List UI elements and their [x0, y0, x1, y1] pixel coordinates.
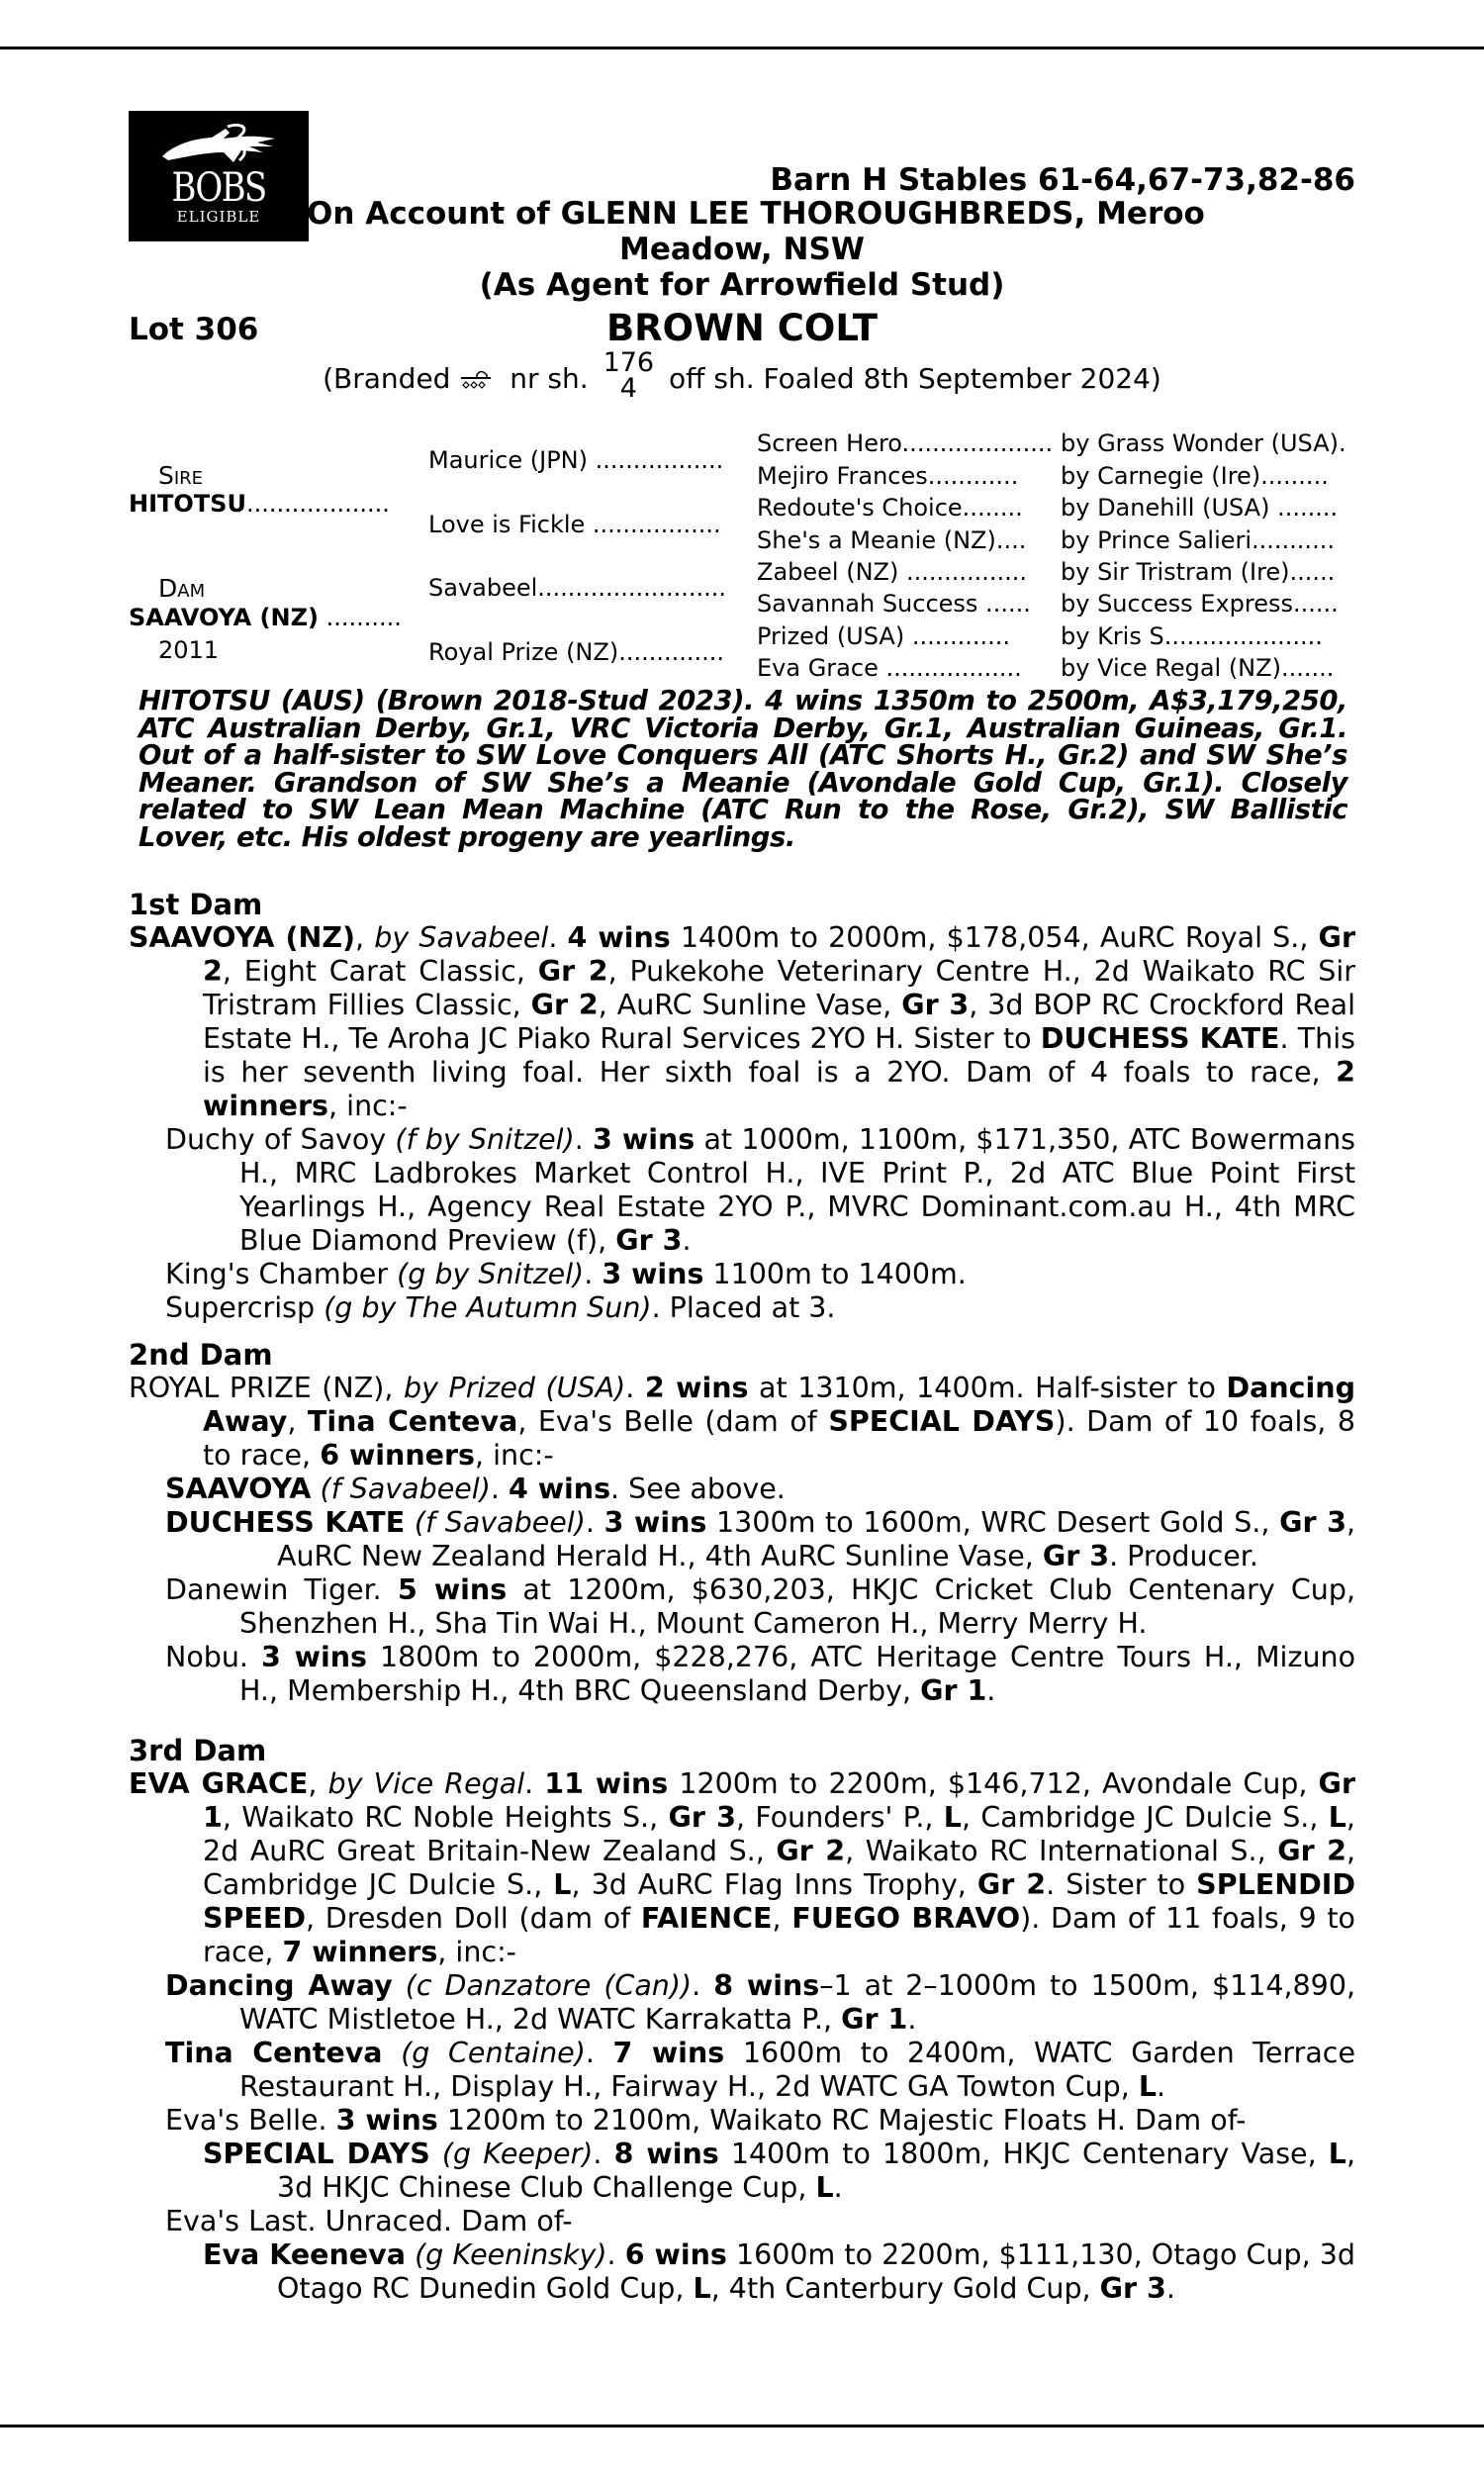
dam-name-row [129, 604, 402, 631]
horse-head-icon [154, 123, 283, 168]
gen3-2: Mejiro Frances............ [757, 462, 1019, 490]
progeny-entry: Danewin Tiger. 5 wins at 1200m, $630,203, HKJC Cricket Club Centenary Cup, Shenzhen H., Sha Tin Wai H., Mount Cameron H., Merry Merry H. [165, 1573, 1356, 1640]
second-dam-heading: 2nd Dam [129, 1338, 273, 1372]
third-dam-section [129, 1734, 1355, 2306]
gen3-sire-2: by Carnegie (Ire)......... [1061, 462, 1329, 490]
progeny-entry: Dancing Away (c Danzatore (Can)). 8 wins–1 at 2–1000m to 1500m, $114,890, WATC Mistletoe H., 2d WATC Karrakatta P., Gr 1. [165, 1969, 1356, 2036]
gen3-1: Screen Hero.................... [757, 429, 1054, 457]
gen3-sire-1: by Grass Wonder (USA). [1061, 429, 1346, 457]
agent-line: (As Agent for Arrowfield Stud) [479, 267, 1005, 303]
brand-mid: nr sh. [510, 362, 589, 395]
logo-eligible-text: ELIGIBLE [176, 208, 261, 226]
gen2-2: Love is Fickle ................. [428, 511, 721, 538]
gen3-5: Zabeel (NZ) ................ [757, 558, 1028, 586]
first-dam-section [129, 888, 1355, 1325]
gen3-3: Redoute's Choice........ [757, 494, 1023, 522]
lot-number: Lot 306 [129, 312, 259, 347]
first-dam-main: SAAVOYA (NZ), by Savabeel. 4 wins 1400m to 2000m, $178,054, AuRC Royal S., Gr 2, Eight Carat Classic, Gr 2, Pukekohe Veterinary Centre H., 2d Waikato RC Sir Tristram Fillies Classic, Gr 2, AuRC Sunline Vase, Gr 3, 3d BOP RC Crockford Real Estate H., Te Aroha JC Piako Rural Services 2YO H. Sister to DUCHESS KATE. This is her seventh living foal. Her sixth foal is a 2YO. Dam of 4 foals to race, 2 winners, inc:- [129, 921, 1356, 1122]
progeny-entry: Nobu. 3 wins 1800m to 2000m, $228,276, ATC Heritage Centre Tours H., Mizuno H., Membership H., 4th BRC Queensland Derby, Gr 1. [165, 1641, 1356, 1707]
third-dam-heading: 3rd Dam [129, 1734, 267, 1767]
gen3-sire-7: by Kris S..................... [1061, 622, 1323, 650]
progeny-entry: Eva's Last. Unraced. Dam of- [165, 2205, 573, 2237]
sire-blurb: HITOTSU (AUS) (Brown 2018-Stud 2023). 4 wins 1350m to 2500m, A$3,179,250, ATC Australian Derby, Gr.1, VRC Victoria Derby, Gr.1, Australian Guineas, Gr.1. Out of a half-sister to SW Love Conquers All (ATC Shorts H., Gr.2) and SW She’s Meaner. Grandson of SW She’s a Meanie (Avondale Gold Cup, Gr.1). Closely related to SW Lean Mean Machine (ATC Run to the Rose, Gr.2), SW Ballistic Lover, etc. His oldest progeny are yearlings. [139, 685, 1347, 853]
gen3-7: Prized (USA) ............. [757, 622, 1011, 650]
dam-dots: .......... [325, 604, 402, 631]
gen3-sire-8: by Vice Regal (NZ)....... [1061, 654, 1335, 682]
second-dam-progeny [129, 1473, 1355, 1708]
bottom-rule [0, 2425, 1484, 2427]
gen3-8: Eva Grace .................. [757, 654, 1022, 682]
gen3-sire-3: by Danehill (USA) ........ [1061, 494, 1339, 522]
gen3-6: Savannah Success ...... [757, 590, 1031, 618]
progeny-entry: Tina Centeva (g Centaine). 7 wins 1600m to 2400m, WATC Garden Terrace Restaurant H., Display H., Fairway H., 2d WATC GA Towton Cup, L. [165, 2037, 1356, 2103]
progeny-entry: King's Chamber (g by Snitzel). 3 wins 1100m to 1400m. [165, 1258, 967, 1290]
vendor-account-line2: Meadow, NSW [619, 232, 865, 267]
dam-year: 2011 [158, 636, 220, 664]
brand-suffix: off sh. Foaled 8th September 2024) [669, 362, 1161, 395]
top-rule [0, 47, 1484, 49]
progeny-entry: Duchy of Savoy (f by Snitzel). 3 wins at 1000m, 1100m, $171,350, ATC Bowermans H., MRC Ladbrokes Market Control H., IVE Print P., 2d ATC Blue Point First Yearlings H., Agency Real Estate 2YO P., MVRC Dominant.com.au H., 4th MRC Blue Diamond Preview (f), Gr 3. [165, 1123, 1356, 1257]
lot-title: BROWN COLT [605, 307, 879, 349]
second-dam-main: ROYAL PRIZE (NZ), by Prized (USA). 2 wins at 1310m, 1400m. Half-sister to Dancing Away, Tina Centeva, Eva's Belle (dam of SPECIAL DAYS). Dam of 10 foals, 8 to race, 6 winners, inc:- [129, 1372, 1356, 1472]
gen3-sire-4: by Prince Salieri........... [1061, 526, 1335, 554]
progeny-entry: SPECIAL DAYS (g Keeper). 8 wins 1400m to 1800m, HKJC Centenary Vase, L, 3d HKJC Chinese Club Challenge Cup, L. [203, 2138, 1355, 2204]
sire-dots: ................... [245, 490, 390, 518]
logo-bobs-text: BOBS [171, 165, 266, 211]
pedigree-table [129, 420, 1355, 682]
first-dam-heading: 1st Dam [129, 888, 263, 921]
brand-fraction [603, 347, 655, 404]
second-dam-section [129, 1338, 1355, 1708]
gen3-4: She's a Meanie (NZ).... [757, 526, 1027, 554]
brand-prefix: (Branded [323, 362, 451, 395]
sire-label: Sire [158, 461, 204, 490]
brand-line [129, 347, 1355, 406]
sire-name-row [129, 490, 390, 518]
third-dam-progeny [129, 1969, 1355, 2306]
sire-name: HITOTSU [129, 490, 246, 518]
progeny-entry: SAAVOYA (f Savabeel). 4 wins. See above. [165, 1473, 786, 1505]
first-dam-progeny [129, 1123, 1355, 1325]
barn-location: Barn H Stables 61-64,67-73,82-86 [770, 162, 1355, 198]
brand-frac-top: 176 [603, 347, 655, 378]
progeny-entry: Eva Keeneva (g Keeninsky). 6 wins 1600m to 2200m, $111,130, Otago Cup, 3d Otago RC Dunedin Gold Cup, L, 4th Canterbury Gold Cup, Gr 3. [203, 2238, 1355, 2305]
gen3-sire-5: by Sir Tristram (Ire)...... [1061, 558, 1336, 586]
gen2-1: Maurice (JPN) ................. [428, 446, 724, 474]
vendor-account-line1: On Account of GLENN LEE THOROUGHBREDS, Meroo [307, 196, 1205, 232]
gen2-4: Royal Prize (NZ).............. [428, 638, 724, 666]
dam-name: SAAVOYA (NZ) [129, 604, 319, 631]
dam-label: Dam [158, 574, 206, 603]
third-dam-main: EVA GRACE, by Vice Regal. 11 wins 1200m to 2200m, $146,712, Avondale Cup, Gr 1, Waikato RC Noble Heights S., Gr 3, Founders' P., L, Cambridge JC Dulcie S., L, 2d AuRC Great Britain-New Zealand S., Gr 2, Waikato RC International S., Gr 2, Cambridge JC Dulcie S., L, 3d AuRC Flag Inns Trophy, Gr 2. Sister to SPLENDID SPEED, Dresden Doll (dam of FAIENCE, FUEGO BRAVO). Dam of 11 foals, 9 to race, 7 winners, inc:- [129, 1767, 1355, 1968]
gen2-3: Savabeel......................... [428, 574, 727, 602]
progeny-entry: DUCHESS KATE (f Savabeel). 3 wins 1300m to 1600m, WRC Desert Gold S., Gr 3, AuRC New Zealand Herald H., 4th AuRC Sunline Vase, Gr 3. Producer. [165, 1506, 1356, 1572]
progeny-entry: Eva's Belle. 3 wins 1200m to 2100m, Waikato RC Majestic Floats H. Dam of- [165, 2104, 1247, 2137]
bobs-eligible-logo [129, 111, 309, 241]
progeny-entry: Supercrisp (g by The Autumn Sun). Placed at 3. [165, 1291, 836, 1324]
brand-mark-icon [459, 367, 501, 393]
gen3-sire-6: by Success Express...... [1061, 590, 1339, 618]
brand-frac-bottom: 4 [619, 373, 637, 404]
